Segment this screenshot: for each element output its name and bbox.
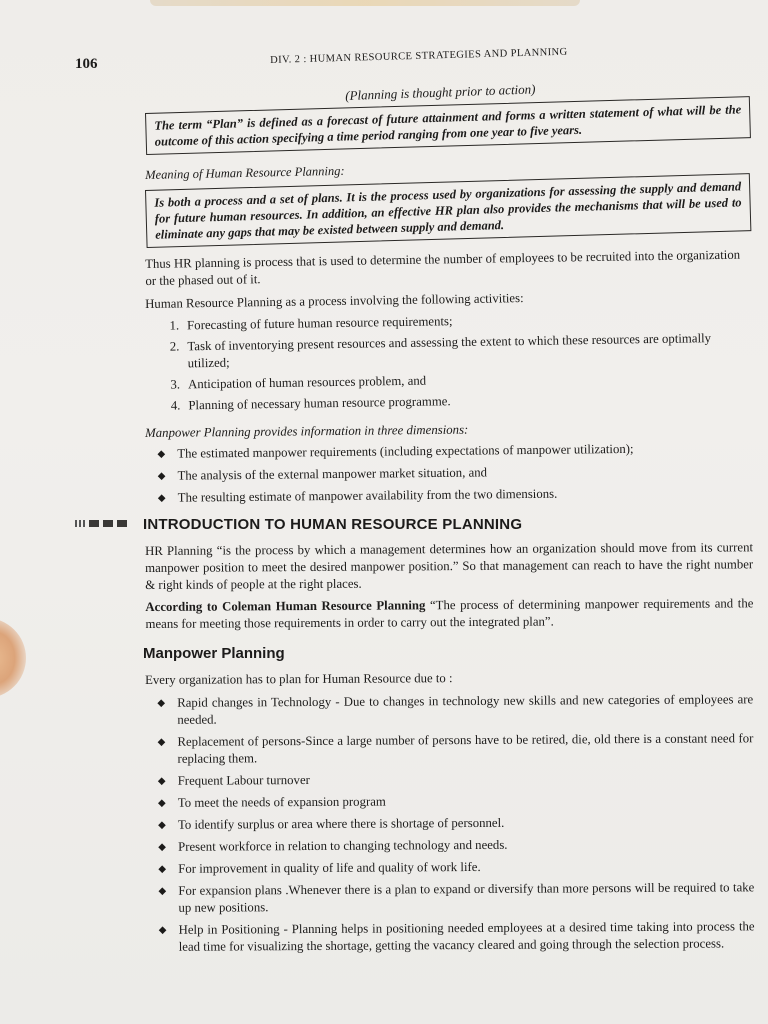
list-text: The estimated manpower requirements (including expectations of manpower utilization); [177, 441, 634, 461]
bullet-icon: ◆ [158, 863, 167, 875]
page-top-edge [150, 0, 580, 6]
bullet-icon: ◆ [157, 470, 166, 482]
manpower-heading: Manpower Planning [143, 645, 285, 662]
coleman-paragraph [145, 595, 753, 633]
list-text: The resulting estimate of manpower availability from the two dimensions. [177, 486, 558, 505]
meaning-box-text: Is both a process and a set of plans. It is the process used by organizations for assessing the supply and demand for future human resources. In addition, an effective HR plan also provides the mechanisms that will be used to eliminate any gaps that may be existed between supply and demand. [154, 179, 742, 242]
coleman-lead: According to Coleman Human Resource Planning [145, 598, 426, 614]
bullet-icon: ◆ [157, 775, 166, 787]
list-text: Planning of necessary human resource programme. [188, 394, 451, 413]
intro-paragraph: HR Planning “is the process by which a management determines how an organization should move from its current manpower position to meet the desired manpower position.” So that management can reach to have the right number & right kinds of people at the right places. [145, 540, 754, 592]
coleman-text: “The process of determining manpower requirements and the means for meeting those requirements in order to carry out the integrated plan”. [145, 596, 754, 631]
list-number: 3. [170, 377, 181, 392]
section-marker-icon [75, 520, 127, 527]
bullet-icon: ◆ [158, 924, 167, 936]
bullet-icon: ◆ [157, 697, 166, 709]
bullet-icon: ◆ [158, 819, 166, 831]
list-text: Frequent Labour turnover [177, 772, 310, 788]
list-item [146, 835, 754, 856]
list-item [145, 730, 753, 768]
list-item [145, 440, 753, 463]
manpower-intro: Every organization has to plan for Human Resource due to : [145, 671, 453, 687]
list-item [146, 484, 754, 507]
list-item [146, 879, 754, 917]
dimensions-list [145, 440, 754, 507]
list-item [145, 691, 753, 729]
running-head: DIV. 2 : HUMAN RESOURCE STRATEGIES AND PLANNING [270, 46, 568, 66]
bullet-icon: ◆ [158, 841, 166, 853]
thus-paragraph: Thus HR planning is process that is used to determine the number of employees to be recruited into the organization or the phased out of it. [145, 247, 741, 288]
thus-paragraph-block [145, 246, 753, 290]
list-text: Rapid changes in Technology - Due to changes in technology new skills and new categories of employees are needed. [177, 692, 754, 727]
list-text: Help in Positioning - Planning helps in positioning needed employees at a desired time taking into process the lead time for visualizing the shortage, getting the vacancy cleared and going through the selection process. [178, 919, 755, 954]
bullet-icon: ◆ [157, 492, 166, 504]
bullet-icon: ◆ [158, 885, 167, 897]
meaning-heading: Meaning of Human Resource Planning: [145, 163, 345, 182]
list-item [146, 769, 754, 790]
list-number: 4. [170, 398, 181, 413]
dimensions-intro: Manpower Planning provides information in three dimensions: [145, 422, 469, 440]
list-text: To meet the needs of expansion program [177, 794, 386, 810]
list-text: For expansion plans .Whenever there is a plan to expand or diversify than more persons will be required to take up new positions. [178, 880, 755, 915]
list-item [145, 462, 753, 485]
list-item [145, 329, 753, 373]
bullet-icon: ◆ [157, 736, 166, 748]
list-item [147, 918, 755, 956]
plan-definition-box [145, 96, 751, 155]
activities-list [145, 308, 755, 419]
intro-block [145, 539, 754, 633]
list-text: Present workforce in relation to changing technology and needs. [178, 837, 508, 854]
manpower-block [145, 668, 755, 961]
list-text: Anticipation of human resources problem, and [187, 373, 427, 392]
list-item [146, 791, 754, 812]
list-text: Forecasting of future human resource requirements; [187, 314, 453, 333]
thumb-shadow [0, 618, 26, 698]
meaning-box [145, 173, 751, 248]
dimensions-block [145, 419, 754, 512]
bullet-icon: ◆ [157, 797, 166, 809]
subcaption: (Planning is thought prior to action) [345, 81, 536, 103]
list-text: Task of inventorying present resources and assessing the extent to which these resources are optimally utilized; [187, 331, 712, 371]
list-text: To identify surplus or area where there is shortage of personnel. [177, 815, 505, 832]
plan-definition-text: The term “Plan” is defined as a forecast of future attainment and forms a written statement of what will be the outcome of this action specifying a time period ranging from one year to five years. [154, 102, 742, 149]
list-item [146, 813, 754, 834]
list-text: Replacement of persons-Since a large number of persons have to be retired, die, old there is a constant need for replacing them. [177, 731, 754, 766]
list-text: The analysis of the external manpower market situation, and [177, 465, 488, 483]
list-number: 1. [169, 318, 180, 333]
list-item [146, 857, 754, 878]
list-number: 2. [169, 339, 180, 354]
reasons-list [145, 691, 755, 956]
process-intro: Human Resource Planning as a process involving the following activities: [145, 291, 524, 311]
list-text: For improvement in quality of life and quality of work life. [178, 859, 481, 876]
page-number: 106 [75, 56, 98, 72]
section-heading: INTRODUCTION TO HUMAN RESOURCE PLANNING [143, 516, 523, 533]
bullet-icon: ◆ [157, 448, 166, 460]
